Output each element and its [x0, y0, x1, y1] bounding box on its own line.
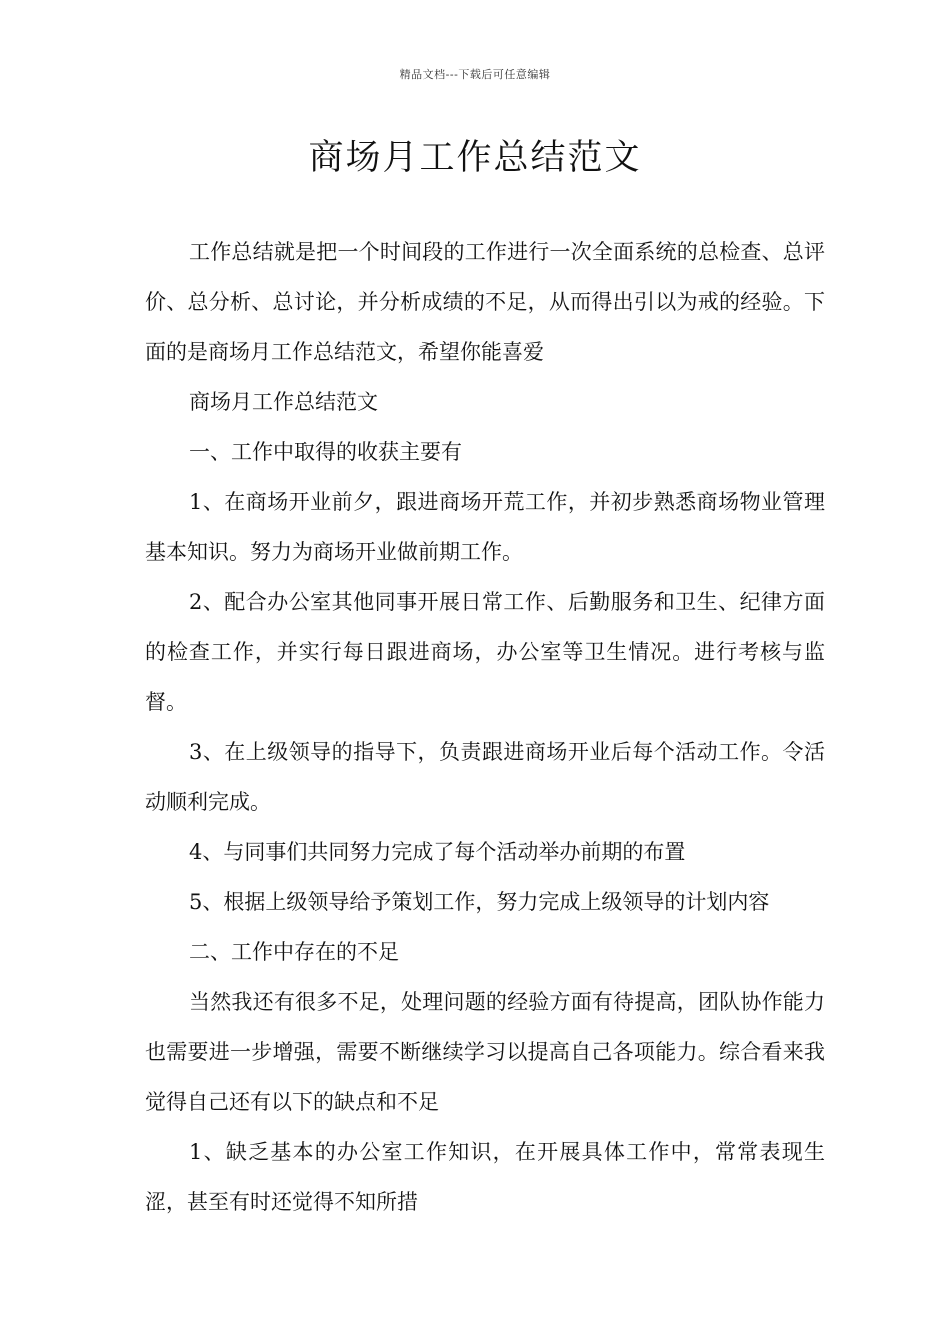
paragraph-intro: 工作总结就是把一个时间段的工作进行一次全面系统的总检查、总评价、总分析、总讨论，并分析成绩的不足，从而得出引以为戒的经验。下面的是商场月工作总结范文，希望你能喜爱: [145, 240, 825, 364]
list-item-gain-3: 3、在上级领导的指导下，负责跟进商场开业后每个活动工作。令活动顺利完成。: [145, 740, 825, 814]
paragraph-shortcomings-intro: 当然我还有很多不足，处理问题的经验方面有待提高，团队协作能力也需要进一步增强，需要不断继续学习以提高自己各项能力。综合看来我觉得自己还有以下的缺点和不足: [145, 990, 825, 1114]
paragraph-subtitle: 商场月工作总结范文: [189, 390, 378, 414]
section-heading-shortcomings: 二、工作中存在的不足: [189, 940, 399, 964]
list-item-gain-1: 1、在商场开业前夕，跟进商场开荒工作，并初步熟悉商场物业管理基本知识。努力为商场开业做前期工作。: [145, 490, 825, 564]
section-heading-gains: 一、工作中取得的收获主要有: [189, 440, 462, 464]
document-body: [145, 227, 825, 1227]
list-item-gain-5: 5、根据上级领导给予策划工作，努力完成上级领导的计划内容: [189, 890, 770, 914]
list-item-gain-4: 4、与同事们共同努力完成了每个活动举办前期的布置: [189, 840, 686, 864]
list-item-shortcoming-1: 1、缺乏基本的办公室工作知识，在开展具体工作中，常常表现生涩，甚至有时还觉得不知所措: [145, 1140, 825, 1214]
document-title: 商场月工作总结范文: [308, 138, 642, 178]
list-item-gain-2: 2、配合办公室其他同事开展日常工作、后勤服务和卫生、纪律方面的检查工作，并实行每日跟进商场，办公室等卫生情况。进行考核与监督。: [145, 590, 825, 714]
header-note: 精品文档---下载后可任意编辑: [399, 68, 551, 81]
